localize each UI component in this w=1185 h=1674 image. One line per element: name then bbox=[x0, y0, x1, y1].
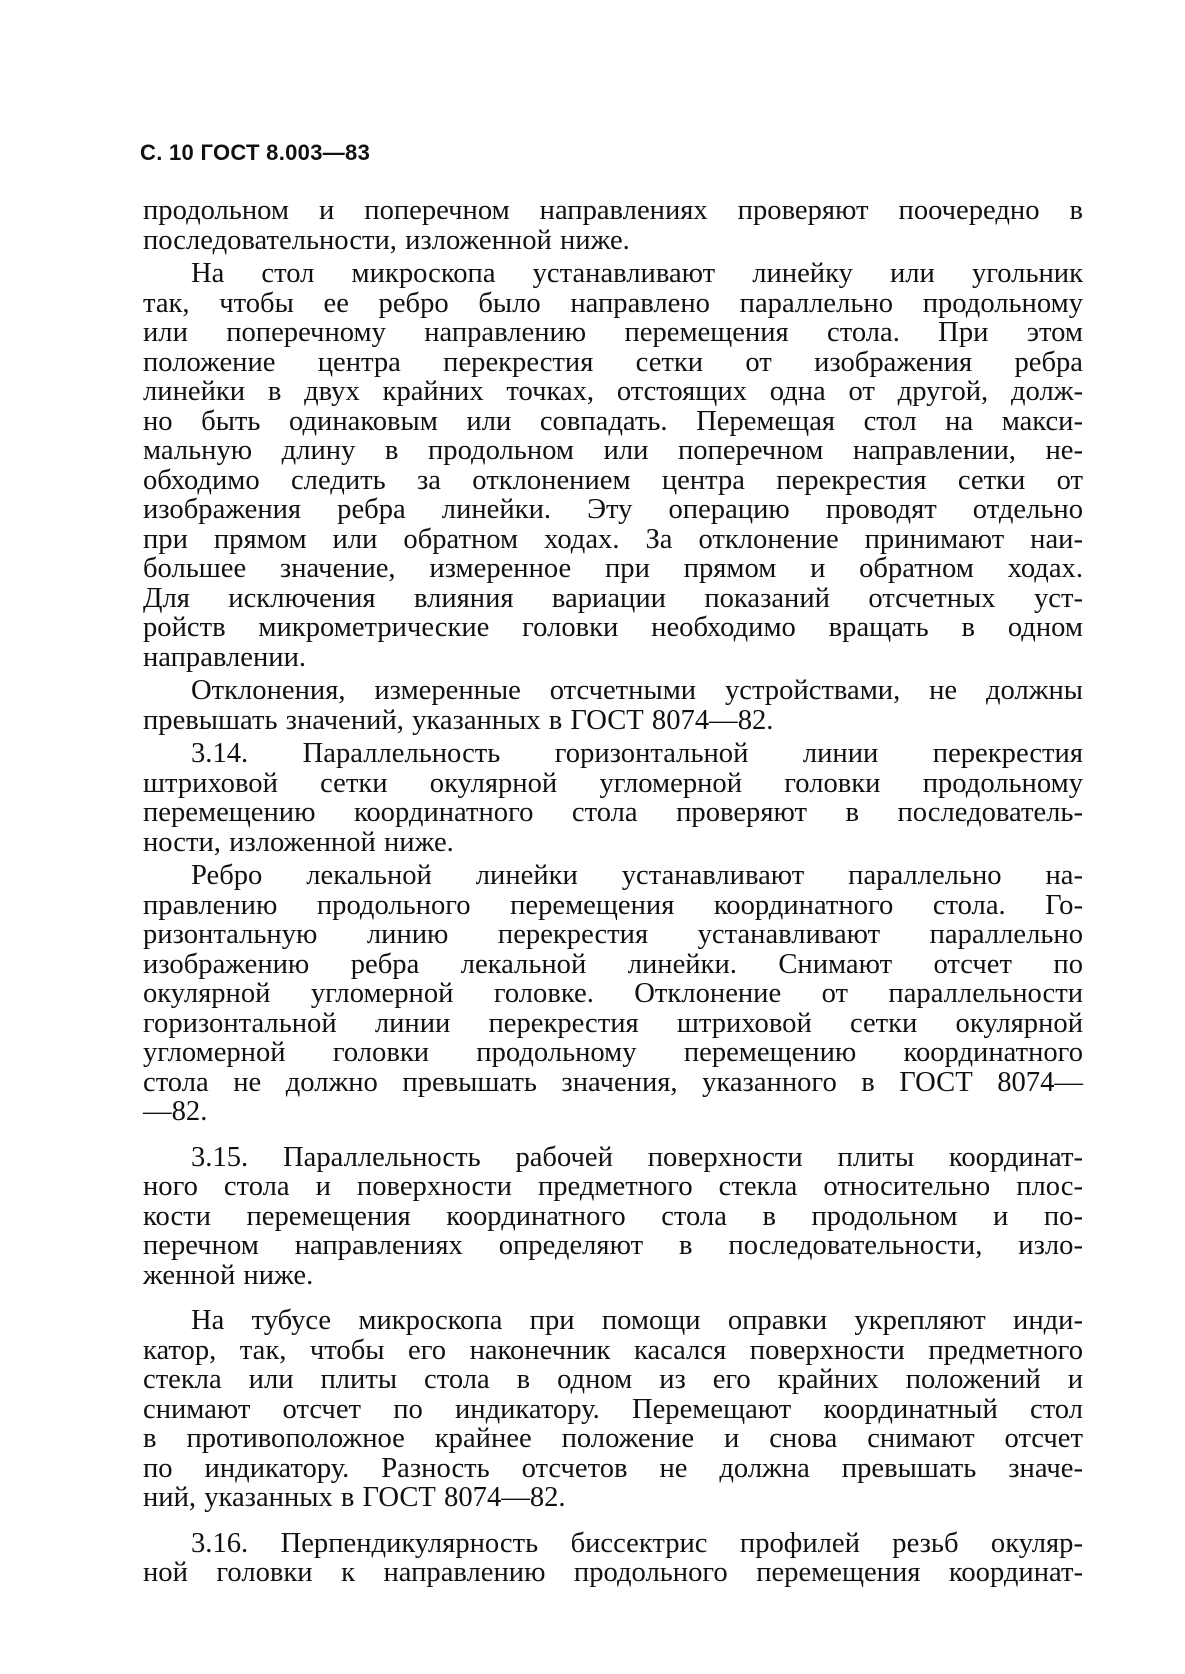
text-line: направлении. bbox=[143, 641, 307, 673]
text-line: снимают отсчет по индикатору. Перемещают координатный стол bbox=[143, 1393, 1083, 1425]
document-body bbox=[143, 196, 1083, 1588]
text-line: ного стола и поверхности предметного стекла относительно плос- bbox=[143, 1171, 1083, 1202]
text-line: но быть одинаковым или совпадать. Перемещая стол на макси- bbox=[143, 405, 1083, 437]
text-line: горизонтальной линии перекрестия штриховой сетки окулярной bbox=[143, 1007, 1083, 1039]
text-line: угломерной головки продольному перемещению координатного bbox=[143, 1037, 1083, 1068]
text-line: или поперечному направлению перемещения стола. При этом bbox=[143, 317, 1083, 348]
text-line: стола не должно превышать значения, указанного в ГОСТ 8074— bbox=[143, 1066, 1083, 1098]
text-line: штриховой сетки окулярной угломерной головки продольному bbox=[143, 767, 1083, 799]
text-line: продольном и поперечном направлениях проверяют поочередно в bbox=[143, 195, 1083, 226]
paragraph bbox=[143, 1306, 1083, 1513]
text-line: линейки в двух крайних точках, отстоящих одна от другой, долж- bbox=[143, 376, 1083, 407]
text-line: Отклонения, измеренные отсчетными устройствами, не должны bbox=[191, 675, 1083, 706]
page-header: С. 10 ГОСТ 8.003—83 bbox=[140, 140, 371, 165]
paragraph bbox=[143, 861, 1083, 1127]
text-line: большее значение, измеренное при прямом и обратном ходах. bbox=[143, 553, 1083, 584]
text-line: кости перемещения координатного стола в продольном и по- bbox=[143, 1200, 1083, 1232]
text-line: 3.16. Перпендикулярность биссектрис профилей резьб окуляр- bbox=[191, 1527, 1083, 1559]
text-line: последовательности, изложенной ниже. bbox=[143, 224, 630, 256]
paragraph bbox=[143, 676, 1083, 735]
paragraph bbox=[143, 259, 1083, 672]
text-line: изображения ребра линейки. Эту операцию проводят отдельно bbox=[143, 494, 1083, 525]
text-line: по индикатору. Разность отсчетов не должна превышать значе- bbox=[143, 1452, 1083, 1484]
text-line: изображению ребра лекальной линейки. Снимают отсчет по bbox=[143, 948, 1083, 980]
text-line: при прямом или обратном ходах. За отклонение принимают наи- bbox=[143, 523, 1083, 555]
text-line: 3.15. Параллельность рабочей поверхности плиты координат- bbox=[191, 1141, 1083, 1173]
text-line: положение центра перекрестия сетки от изображения ребра bbox=[143, 346, 1083, 378]
text-line: —82. bbox=[143, 1096, 208, 1127]
text-line: На стол микроскопа устанавливают линейку или угольник bbox=[191, 258, 1083, 289]
text-line: 3.14. Параллельность горизонтальной линии перекрестия bbox=[191, 738, 1083, 769]
text-line: женной ниже. bbox=[143, 1259, 314, 1291]
text-line: окулярной угломерной головке. Отклонение от параллельности bbox=[143, 978, 1083, 1009]
text-line: ний, указанных в ГОСТ 8074—82. bbox=[143, 1482, 566, 1513]
text-line: Для исключения влияния вариации показаний отсчетных уст- bbox=[143, 582, 1083, 614]
text-line: ройств микрометрические головки необходимо вращать в одном bbox=[143, 612, 1083, 643]
section-3-14 bbox=[143, 739, 1083, 857]
text-line: ной головки к направлению продольного перемещения координат- bbox=[143, 1557, 1083, 1588]
text-line: ности, изложенной ниже. bbox=[143, 826, 454, 858]
text-line: стекла или плиты стола в одном из его крайних положений и bbox=[143, 1364, 1083, 1395]
text-line: перечном направлениях определяют в последовательности, изло- bbox=[143, 1230, 1083, 1261]
text-line: так, чтобы ее ребро было направлено параллельно продольному bbox=[143, 287, 1083, 319]
text-line: На тубусе микроскопа при помощи оправки укрепляют инди- bbox=[191, 1305, 1083, 1336]
text-line: катор, так, чтобы его наконечник касался поверхности предметного bbox=[143, 1334, 1083, 1366]
text-line: правлению продольного перемещения координатного стола. Го- bbox=[143, 889, 1083, 921]
text-line: в противоположное крайнее положение и снова снимают отсчет bbox=[143, 1423, 1083, 1454]
paragraph bbox=[143, 196, 1083, 255]
text-line: превышать значений, указанных в ГОСТ 8074—82. bbox=[143, 704, 774, 736]
section-3-16 bbox=[143, 1529, 1083, 1588]
text-line: обходимо следить за отклонением центра перекрестия сетки от bbox=[143, 464, 1083, 496]
text-line: перемещению координатного стола проверяют в последователь- bbox=[143, 797, 1083, 828]
text-line: Ребро лекальной линейки устанавливают параллельно на- bbox=[191, 860, 1083, 891]
text-line: ризонтальную линию перекрестия устанавливают параллельно bbox=[143, 919, 1083, 950]
section-3-15 bbox=[143, 1143, 1083, 1291]
text-line: мальную длину в продольном или поперечном направлении, не- bbox=[143, 435, 1083, 466]
